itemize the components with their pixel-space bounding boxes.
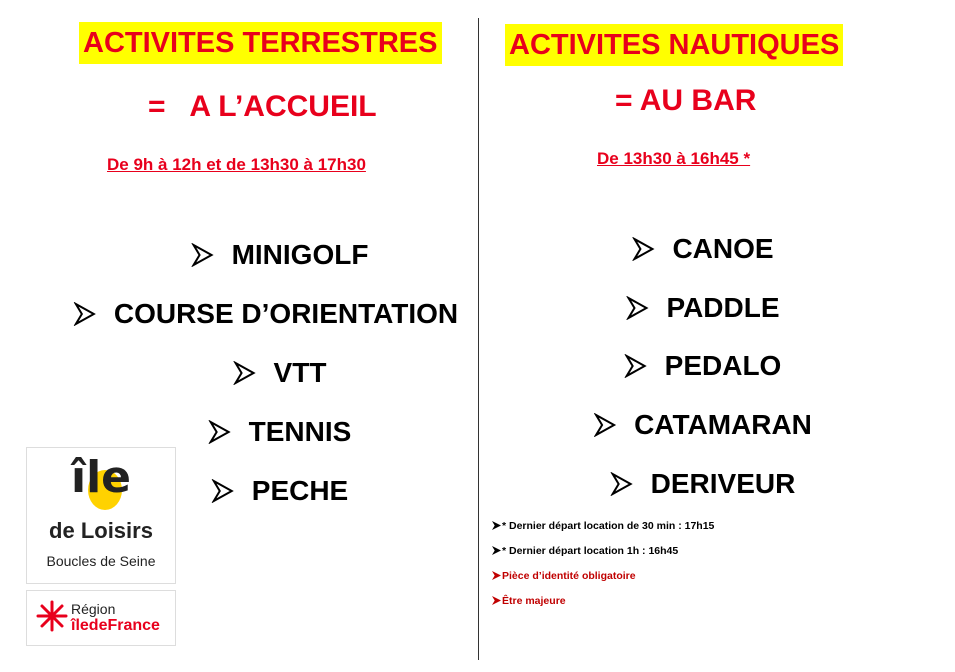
left-title: ACTIVITES TERRESTRES [79,22,442,64]
logo-mark: île [70,452,131,503]
arrow-bullet-icon [74,302,96,326]
list-item [209,415,352,449]
arrow-bullet-icon [611,472,633,496]
region-name: îledeFrance [71,617,160,634]
list-item-label: PECHE [251,475,349,506]
arrow-bullet-icon [492,571,501,580]
right-subtitle: = AU BAR [615,84,757,117]
arrow-bullet-icon [192,243,214,267]
logo-subtitle: Boucles de Seine [46,553,156,569]
note-text: * Dernier départ location de 30 min : 17h15 [502,520,715,532]
star-icon [35,599,69,633]
list-item-label: PEDALO [664,350,782,381]
list-item-label: VTT [273,357,327,388]
note-item [492,592,714,617]
region-idf-logo [26,590,176,646]
right-title: ACTIVITES NAUTIQUES [505,24,843,66]
list-item [632,232,773,266]
list-item-label: CATAMARAN [634,409,812,440]
note-item [492,542,714,567]
list-item-label: TENNIS [248,416,352,447]
list-item [594,408,812,442]
note-text: * Dernier départ location 1h : 16h45 [502,545,679,557]
column-divider [478,18,479,660]
left-hours: De 9h à 12h et de 13h30 à 17h30 [107,155,366,174]
arrow-bullet-icon [594,413,616,437]
list-item [234,356,327,390]
list-item [192,238,369,272]
arrow-bullet-icon [212,479,234,503]
note-text: Pièce d’identité obligatoire [502,570,636,582]
list-item-label: DERIVEUR [650,468,796,499]
arrow-bullet-icon [492,546,501,555]
left-subtitle: = A L’ACCUEIL [148,90,377,123]
note-text: Être majeure [502,595,566,607]
list-item [74,297,458,331]
arrow-bullet-icon [492,521,501,530]
arrow-bullet-icon [209,420,231,444]
rental-notes [492,517,714,617]
list-item [212,474,348,508]
arrow-bullet-icon [234,361,256,385]
list-item [625,349,782,383]
list-item [611,467,796,501]
arrow-bullet-icon [492,596,501,605]
arrow-bullet-icon [626,296,648,320]
arrow-bullet-icon [632,237,654,261]
list-item-label: MINIGOLF [231,239,369,270]
list-item-label: PADDLE [666,292,780,323]
logo-title: de Loisirs [49,518,153,543]
list-item [626,291,779,325]
note-item [492,517,714,542]
region-label: Région [71,601,116,617]
note-item [492,567,714,592]
list-item-label: COURSE D’ORIENTATION [113,298,459,329]
list-item-label: CANOE [672,233,774,264]
ile-de-loisirs-logo [26,447,176,584]
right-hours: De 13h30 à 16h45 * [597,149,751,168]
arrow-bullet-icon [625,354,647,378]
